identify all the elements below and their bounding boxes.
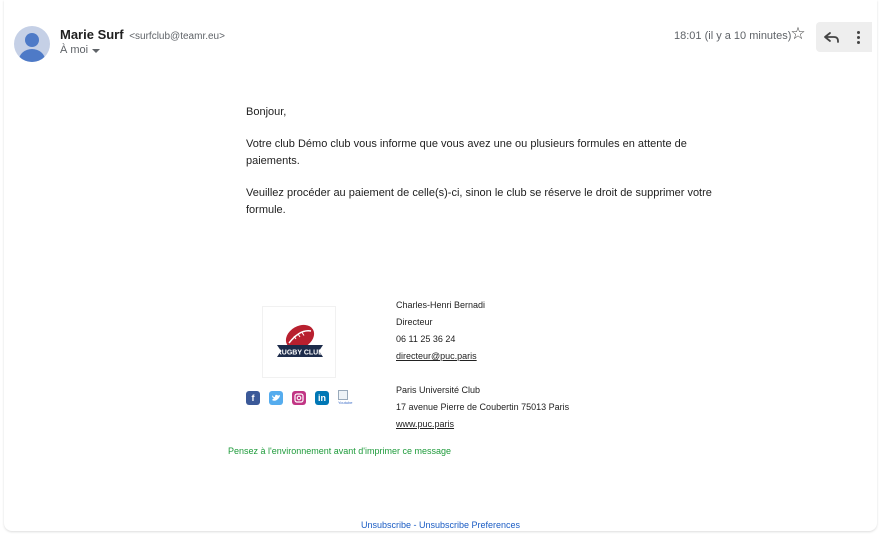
signature-email-link[interactable]: directeur@puc.paris [396,351,477,361]
reply-icon[interactable] [820,25,844,49]
sender-line [60,27,225,42]
timestamp: 18:01 (il y a 10 minutes) [674,30,792,42]
paragraph-2: Veuillez procéder au paiement de celle(s)-ci, sinon le club se réserve le droit de supprimer votre formule. [246,187,712,216]
greeting: Bonjour, [246,106,287,118]
signature-role: Directeur [396,317,433,327]
signature-website-link[interactable]: www.puc.paris [396,419,455,429]
unsubscribe-preferences-link[interactable]: Unsubscribe Preferences [418,520,521,530]
email-body [246,104,716,234]
signature-address: 17 avenue Pierre de Coubertin 75013 Paris [396,402,570,412]
recipient-dropdown[interactable] [60,44,100,56]
signature-org: Paris Université Club [396,385,481,395]
recipient-label: À moi [60,44,89,56]
avatar-head [25,33,39,47]
youtube-label: Youtube [338,400,353,405]
signature [396,297,569,433]
club-logo [262,306,336,378]
broken-image-icon [338,390,348,400]
footer-separator: - [410,520,419,530]
eco-note: Pensez à l'environnement avant d'imprimer ce message [228,446,452,456]
signature-phone: 06 11 25 36 24 [396,334,456,344]
sender-name[interactable]: Marie Surf [60,27,124,42]
social-links [246,390,354,406]
instagram-icon[interactable] [292,391,306,405]
paragraph-1: Votre club Démo club vous informe que vous avez une ou plusieurs formules en attente de paiements. [246,138,687,167]
star-icon[interactable]: ☆ [790,24,806,43]
chevron-down-icon[interactable] [92,49,100,53]
twitter-icon[interactable] [269,391,283,405]
logo-text: RUGBY CLUB [276,349,324,357]
avatar-body [19,49,45,62]
sender-email: <surfclub@teamr.eu> [129,31,225,42]
unsubscribe-link[interactable]: Unsubscribe [360,520,411,530]
reply-toolbar [816,22,872,52]
youtube-icon[interactable] [338,390,354,406]
facebook-icon[interactable]: f [246,391,260,405]
more-vert-icon[interactable] [850,25,866,49]
sender-avatar[interactable] [14,26,50,62]
unsubscribe-footer [0,520,881,530]
rugby-club-logo-icon [263,307,337,379]
signature-name: Charles-Henri Bernadi [396,300,486,310]
linkedin-icon[interactable]: in [315,391,329,405]
